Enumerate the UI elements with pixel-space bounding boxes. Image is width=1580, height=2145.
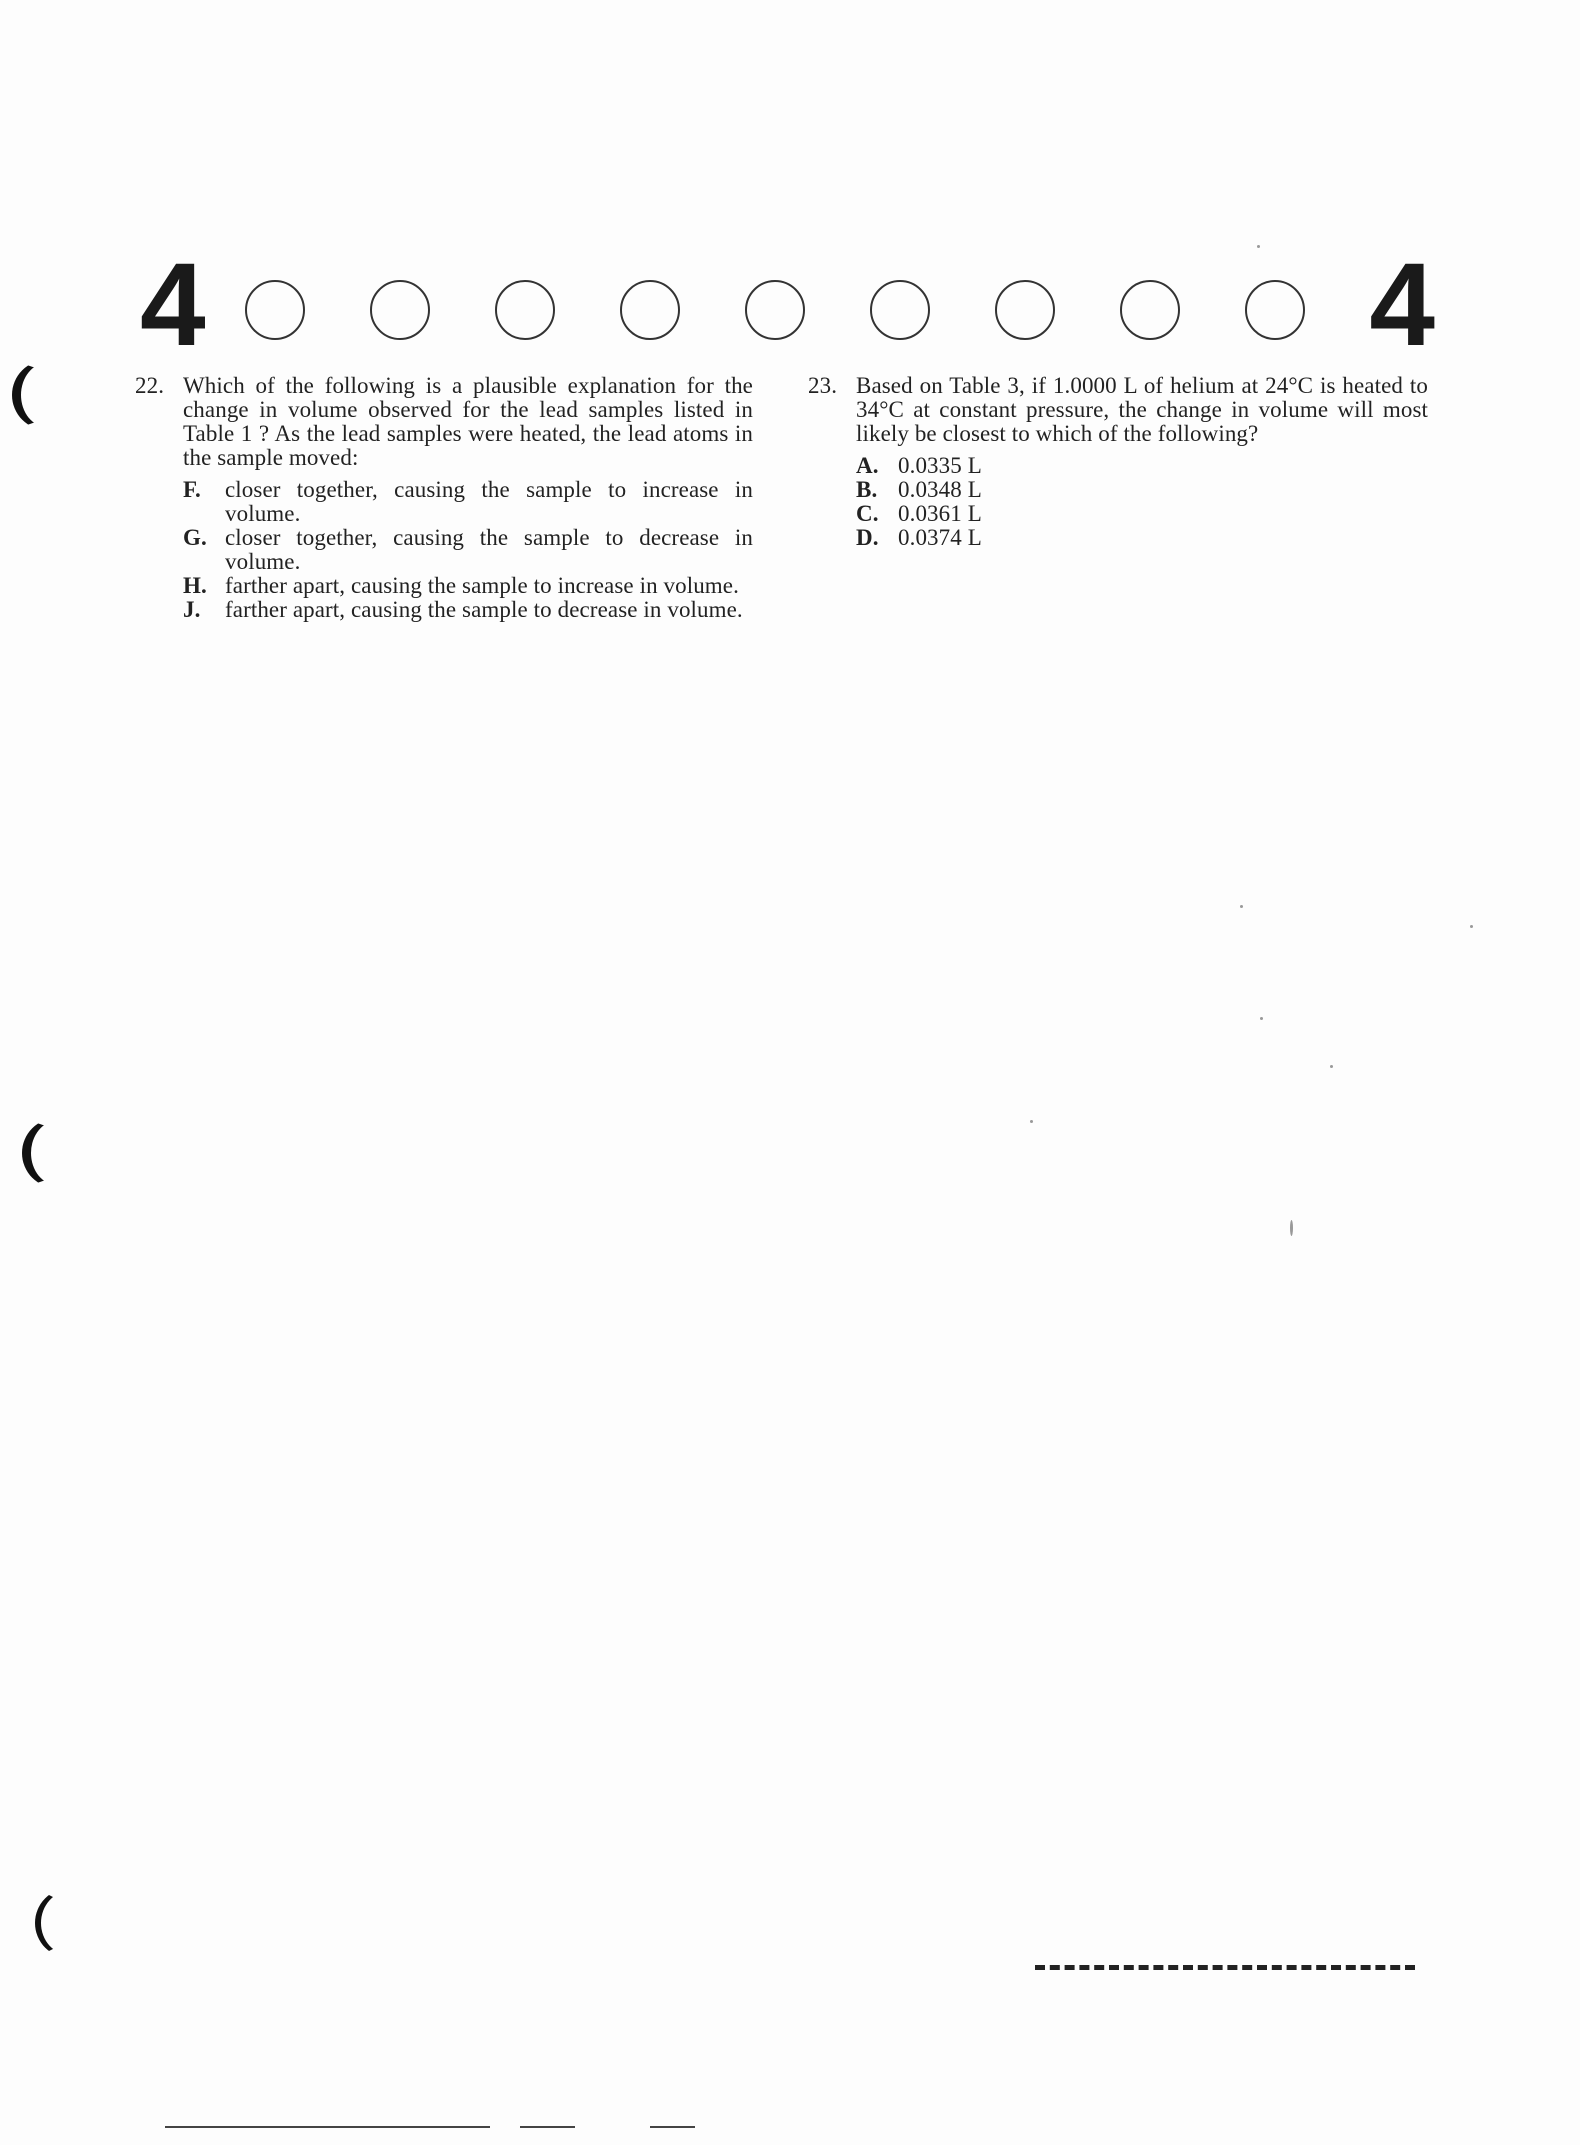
question-stem: Based on Table 3, if 1.0000 L of helium at 24°C is heated to 34°C at constant pressure, the change in volume will most likely be closest to which of the following? <box>856 373 1428 446</box>
question-number: 22. <box>135 373 165 398</box>
option-text: 0.0335 L <box>898 453 982 478</box>
option-letter: G. <box>183 525 207 550</box>
header-circle <box>995 280 1055 340</box>
option-letter: C. <box>856 501 879 526</box>
footer-rule <box>650 2126 695 2128</box>
answer-option-b[interactable] <box>856 478 1428 502</box>
answer-option-h[interactable] <box>183 574 753 598</box>
answer-option-j[interactable] <box>183 598 753 622</box>
header-circle <box>620 280 680 340</box>
question-23-column <box>808 374 1428 550</box>
option-text: 0.0361 L <box>898 501 982 526</box>
option-text: 0.0374 L <box>898 525 982 550</box>
header-circle <box>745 280 805 340</box>
question-22 <box>135 374 753 470</box>
question-22-column <box>135 374 753 622</box>
option-text: closer together, causing the sample to increase in volume. <box>225 477 753 526</box>
answer-options <box>135 478 753 622</box>
footer-rule <box>520 2126 575 2128</box>
binder-hole-middle <box>22 1118 92 1188</box>
question-23 <box>808 374 1428 446</box>
header-circle <box>370 280 430 340</box>
question-number: 23. <box>808 373 838 398</box>
binder-hole-bottom <box>35 1888 105 1958</box>
question-stem: Which of the following is a plausible explanation for the change in volume observed for the lead samples listed in Table 1 ? As the lead samples were heated, the lead atoms in the sample moved: <box>183 373 753 470</box>
scan-speck <box>1290 1220 1293 1236</box>
answer-option-g[interactable] <box>183 526 753 574</box>
header-circle <box>495 280 555 340</box>
option-letter: J. <box>183 597 201 622</box>
answer-options <box>808 454 1428 550</box>
header-circle <box>1245 280 1305 340</box>
option-letter: H. <box>183 573 207 598</box>
header-circle <box>245 280 305 340</box>
answer-option-f[interactable] <box>183 478 753 526</box>
scan-speck <box>1240 905 1243 908</box>
option-text: 0.0348 L <box>898 477 982 502</box>
option-text: farther apart, causing the sample to increase in volume. <box>225 573 739 598</box>
option-text: farther apart, causing the sample to decrease in volume. <box>225 597 743 622</box>
answer-option-d[interactable] <box>856 526 1428 550</box>
scan-speck <box>1330 1065 1333 1068</box>
option-letter: B. <box>856 477 878 502</box>
scan-speck <box>1260 1017 1263 1020</box>
answer-option-c[interactable] <box>856 502 1428 526</box>
scan-speck <box>1470 925 1473 928</box>
option-letter: F. <box>183 477 201 502</box>
section-number-left: 4 <box>140 239 206 371</box>
binder-hole-top <box>12 360 82 430</box>
option-letter: A. <box>856 453 879 478</box>
footer-next-page-strip <box>1035 1965 1415 1980</box>
option-text: closer together, causing the sample to decrease in volume. <box>225 525 753 574</box>
header-circle <box>1120 280 1180 340</box>
section-header <box>135 239 1435 371</box>
footer-rule <box>165 2126 490 2128</box>
scan-speck <box>1030 1120 1033 1123</box>
answer-option-a[interactable] <box>856 454 1428 478</box>
scan-speck <box>1257 245 1260 248</box>
header-circle <box>870 280 930 340</box>
section-number-right: 4 <box>1369 239 1435 371</box>
option-letter: D. <box>856 525 879 550</box>
